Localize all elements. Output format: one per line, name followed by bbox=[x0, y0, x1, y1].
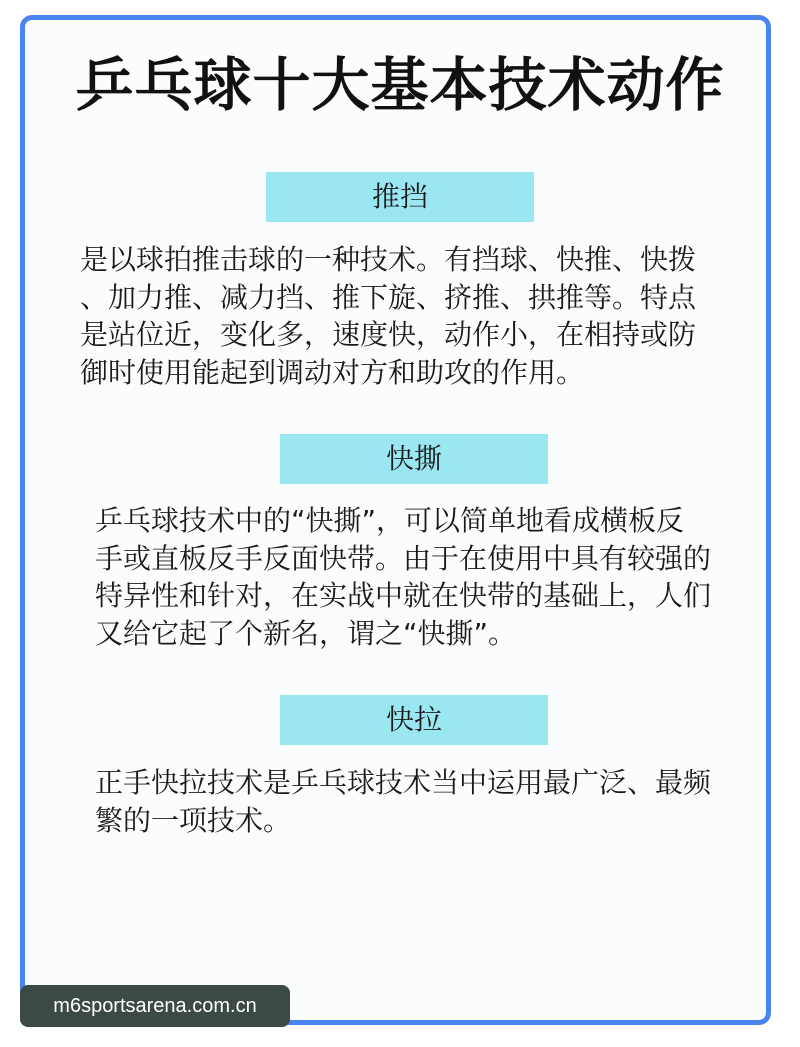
text-line: 特异性和针对，在实战中就在快带的基础上，人们 bbox=[95, 579, 712, 612]
section-text-kuaisi bbox=[95, 502, 745, 652]
watermark-badge: m6sportsarena.com.cn bbox=[20, 985, 290, 1027]
text-line: 乒乓球技术中的“快撕”，可以简单地看成横板反 bbox=[95, 504, 685, 537]
text-line: 手或直板反手反面快带。由于在使用中具有较强的 bbox=[95, 541, 712, 575]
section-text-kuaila bbox=[95, 764, 745, 839]
page-title: 乒乓球十大基本技术动作 bbox=[75, 51, 725, 119]
text-line: 是站位近，变化多，速度快，动作小，在相持或防 bbox=[80, 318, 697, 351]
text-line: 又给它起了个新名，谓之“快撕”。 bbox=[95, 616, 517, 650]
text-line: 御时使用能起到调动对方和助攻的作用。 bbox=[80, 355, 585, 389]
text-line: 、加力推、减力挡、推下旋、挤推、拱推等。特点 bbox=[80, 280, 697, 314]
text-line: 是以球拍推击球的一种技术。有挡球、快推、快拨 bbox=[80, 243, 697, 276]
section-text-tuidang bbox=[80, 241, 740, 391]
text-line: 繁的一项技术。 bbox=[95, 803, 292, 837]
section-label-kuaisi: 快撕 bbox=[280, 434, 548, 484]
section-label-kuaila: 快拉 bbox=[280, 695, 548, 745]
section-label-tuidang: 推挡 bbox=[266, 172, 534, 222]
text-line: 正手快拉技术是乒乓球技术当中运用最广泛、最频 bbox=[95, 766, 712, 799]
